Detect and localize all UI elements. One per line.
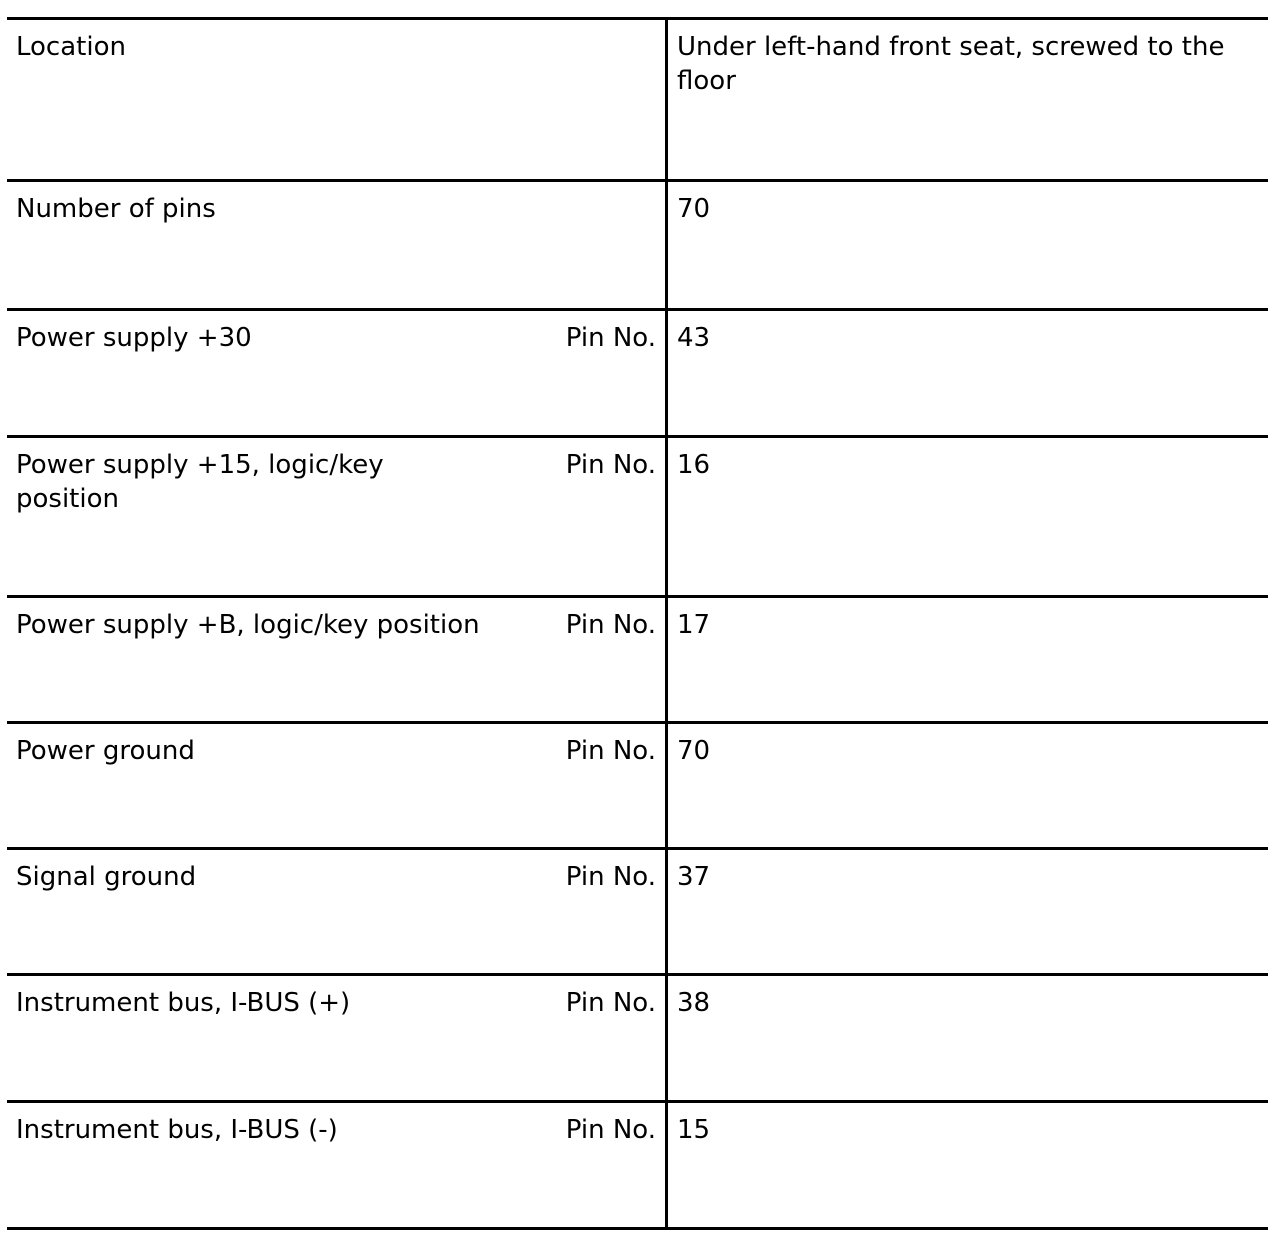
pin-label: Pin No. bbox=[565, 1115, 656, 1145]
table-row-location bbox=[7, 20, 1268, 182]
row-label: Power ground bbox=[16, 736, 195, 766]
row-label: Signal ground bbox=[16, 862, 197, 892]
row-label: Power supply +15, logic/key position bbox=[16, 450, 384, 514]
pin-label: Pin No. bbox=[565, 450, 656, 480]
label-cell bbox=[7, 850, 668, 973]
row-value: 70 bbox=[677, 736, 711, 766]
table-row-power-supply-30 bbox=[7, 311, 1268, 438]
row-value: 16 bbox=[677, 450, 711, 480]
row-label: Instrument bus, I-BUS (-) bbox=[16, 1115, 338, 1145]
row-label: Location bbox=[16, 32, 126, 62]
table-row-power-supply-15 bbox=[7, 438, 1268, 598]
pin-label: Pin No. bbox=[565, 862, 656, 892]
spec-table bbox=[7, 17, 1268, 1230]
pin-label: Pin No. bbox=[565, 988, 656, 1018]
table-row-ibus-plus bbox=[7, 976, 1268, 1103]
row-value: 37 bbox=[677, 862, 711, 892]
label-cell bbox=[7, 976, 668, 1100]
row-value: 43 bbox=[677, 323, 711, 353]
pin-label: Pin No. bbox=[565, 736, 656, 766]
table-row-signal-ground bbox=[7, 850, 1268, 976]
pin-label: Pin No. bbox=[565, 323, 656, 353]
table-row-number-of-pins bbox=[7, 182, 1268, 311]
row-label: Number of pins bbox=[16, 194, 216, 224]
row-value: 15 bbox=[677, 1115, 711, 1145]
table-row-ibus-minus bbox=[7, 1103, 1268, 1230]
row-label: Power supply +B, logic/key position bbox=[16, 610, 480, 640]
row-value: 38 bbox=[677, 988, 711, 1018]
pin-label: Pin No. bbox=[565, 610, 656, 640]
label-cell bbox=[7, 1103, 668, 1227]
row-label: Power supply +30 bbox=[16, 323, 252, 353]
table-row-power-ground bbox=[7, 724, 1268, 850]
row-value: 70 bbox=[677, 194, 711, 224]
table-row-power-supply-b bbox=[7, 598, 1268, 724]
row-value: Under left-hand front seat, screwed to the floor bbox=[677, 32, 1225, 96]
label-cell bbox=[7, 438, 668, 595]
row-label: Instrument bus, I-BUS (+) bbox=[16, 988, 351, 1018]
label-cell bbox=[7, 311, 668, 435]
label-cell bbox=[7, 724, 668, 847]
label-cell bbox=[7, 20, 668, 179]
row-value: 17 bbox=[677, 610, 711, 640]
label-cell bbox=[7, 598, 668, 721]
label-cell bbox=[7, 182, 668, 308]
